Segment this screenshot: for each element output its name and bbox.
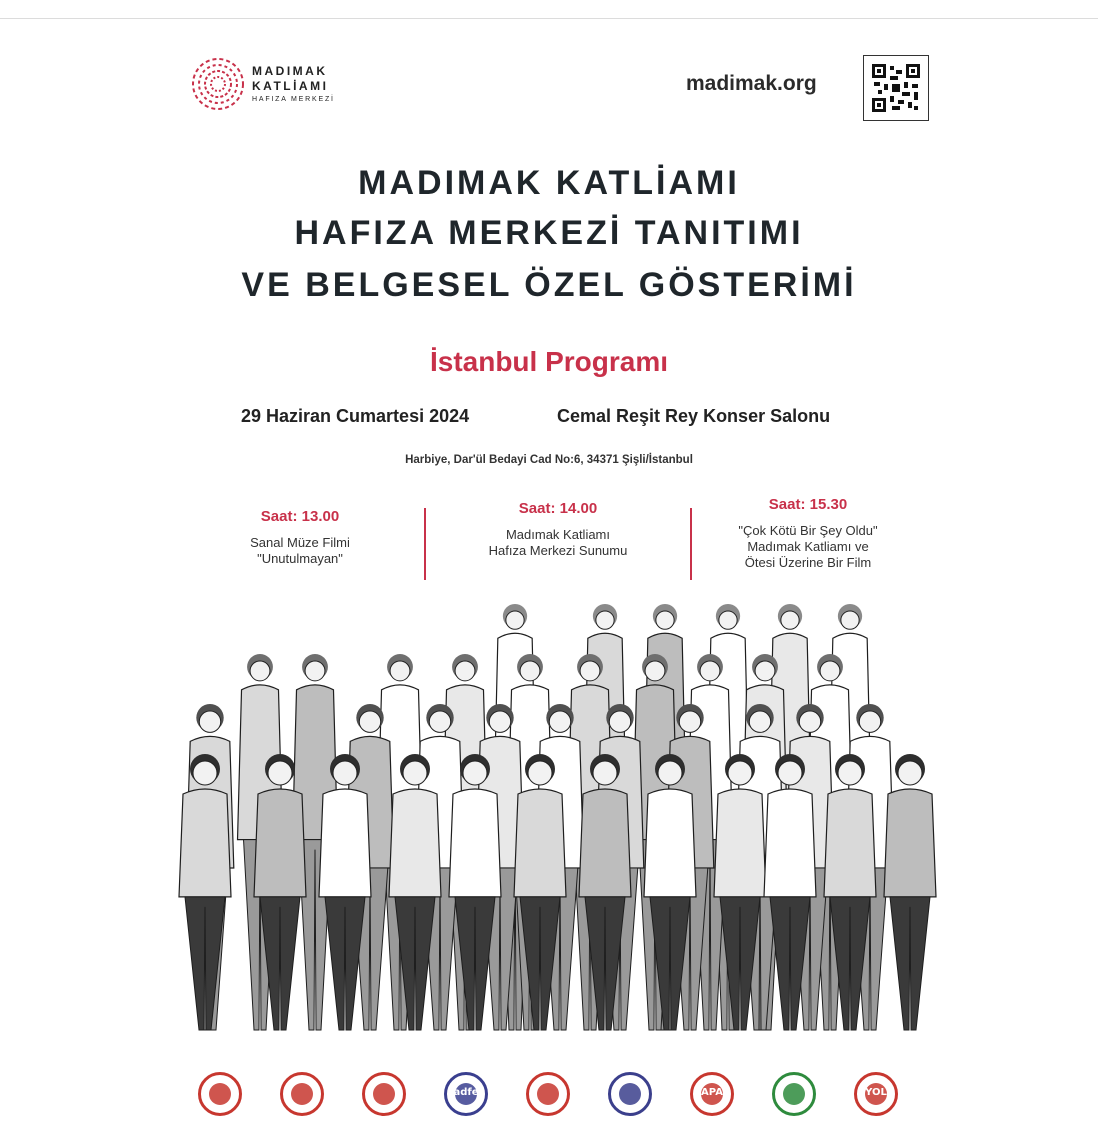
adfe-logo-icon <box>444 1072 488 1116</box>
schedule-time: Saat: 15.30 <box>768 496 848 513</box>
concentric-circles-logo-icon <box>190 56 246 112</box>
schedule-desc-line: Ötesi Üzerine Bir Film <box>744 555 872 570</box>
schedule-divider <box>424 508 426 580</box>
partner-logos <box>198 1072 918 1118</box>
partner-logo-2-icon <box>280 1072 324 1116</box>
logo-line-1: MADIMAK <box>252 64 328 78</box>
qr-code-icon <box>872 64 920 112</box>
schedule-desc-line: "Çok Kötü Bir Şey Oldu" <box>738 523 878 538</box>
apa-logo-icon <box>690 1072 734 1116</box>
yol-logo-icon <box>854 1072 898 1116</box>
schedule-desc-line: Sanal Müze Filmi <box>250 535 350 550</box>
event-venue: Cemal Reşit Rey Konser Salonu <box>557 406 831 426</box>
schedule-item <box>210 508 390 567</box>
person-figure <box>884 754 936 1030</box>
schedule-divider <box>690 508 692 580</box>
partner-logo-1-icon <box>198 1072 242 1116</box>
partner-logo-text: YOL <box>865 1087 887 1098</box>
qr-code[interactable] <box>863 55 929 121</box>
schedule-item <box>456 500 660 559</box>
schedule-desc-line: Madımak Katliamı ve <box>747 539 869 554</box>
partner-logo-emblem <box>373 1083 395 1105</box>
title-line-1: MADIMAK KATLİAMI <box>358 164 740 202</box>
partner-logo-text: APA <box>701 1087 723 1098</box>
event-address: Harbiye, Dar'ül Bedayi Cad No:6, 34371 Şişli/İstanbul <box>405 454 693 466</box>
top-divider <box>0 18 1098 19</box>
partner-logo-emblem <box>619 1083 641 1105</box>
schedule-item <box>708 496 908 571</box>
schedule-time: Saat: 14.00 <box>518 500 598 517</box>
logo-line-3: HAFIZA MERKEZİ <box>252 96 335 103</box>
partner-logo-3-icon <box>362 1072 406 1116</box>
schedule-time: Saat: 13.00 <box>260 508 340 525</box>
partner-logo-8-icon <box>772 1072 816 1116</box>
schedule-desc-line: Hafıza Merkezi Sunumu <box>488 543 628 558</box>
title-line-2: HAFIZA MERKEZİ TANITIMI <box>294 214 804 252</box>
partner-logo-emblem <box>291 1083 313 1105</box>
website-link[interactable]: madimak.org <box>686 72 817 95</box>
partner-logo-emblem <box>209 1083 231 1105</box>
event-date: 29 Haziran Cumartesi 2024 <box>241 406 470 426</box>
partner-logo-5-icon <box>526 1072 570 1116</box>
program-subtitle: İstanbul Programı <box>429 346 669 377</box>
schedule-desc-line: Madımak Katliamı <box>505 527 611 542</box>
partner-logo-text: adfe <box>453 1087 479 1098</box>
partner-logo-6-icon <box>608 1072 652 1116</box>
title-line-3: VE BELGESEL ÖZEL GÖSTERİMİ <box>241 266 857 304</box>
logo-line-2: KATLİAMI <box>252 79 329 93</box>
partner-logo-emblem <box>783 1083 805 1105</box>
schedule-desc-line: "Unutulmayan" <box>257 551 343 566</box>
partner-logo-emblem <box>537 1083 559 1105</box>
madimak-logo <box>190 56 340 112</box>
crowd-of-people-illustration <box>150 598 960 1038</box>
